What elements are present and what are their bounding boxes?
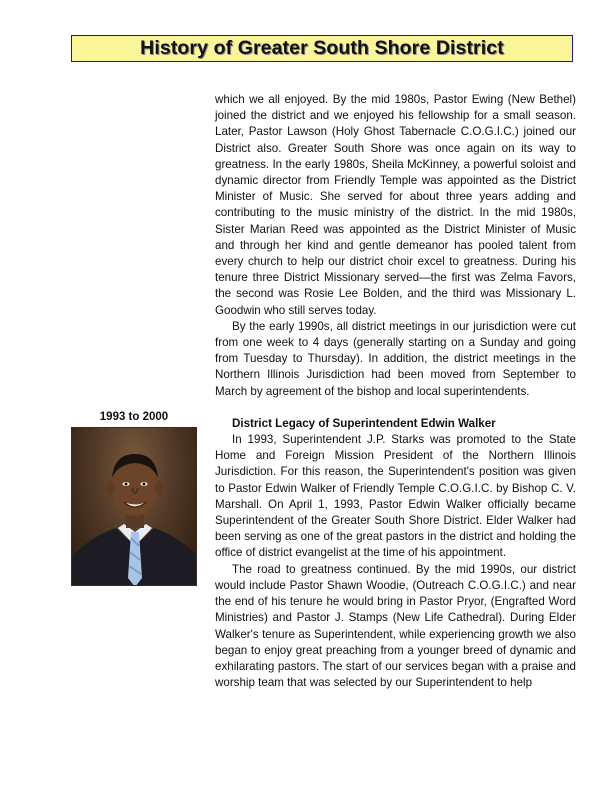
page-title-banner: [71, 35, 573, 62]
superintendent-portrait: [71, 427, 197, 586]
paragraph-3: In 1993, Superintendent J.P. Starks was promoted to the State Home and Foreign Mission President of the Northern Illinois Jurisdiction. For this reason, the Superintendent's position was given to Pastor Edwin Walker of Friendly Temple C.O.G.I.C. by Bishop C. V. Marshall. On April 1, 1993, Pastor Edwin Walker officially became Superintendent of the Greater South Shore District. Elder Walker had been serving as one of the great pastors in the district and holding the office of district evangelist at the time of his appointment.: [215, 433, 576, 560]
page-title: History of Greater South Shore District: [140, 37, 504, 59]
article-body: [215, 92, 576, 691]
paragraph-4: The road to greatness continued. By the mid 1990s, our district would include Pastor Shawn Woodie, (Outreach C.O.G.I.C.) and near the end of his tenure he would bring in Pastor Pryor, (Engrafted Word Ministries) and Pastor J. Stamps (New Life Cathedral). During Elder Walker's tenure as Superintendent, while experiencing growth we also began to enjoy great preaching from a younger breed of dynamic and exhilarating pastors. The start of our services began with a praise and worship team that was selected by our Superintendent to help: [215, 562, 576, 690]
paragraph-1: which we all enjoyed. By the mid 1980s, Pastor Ewing (New Bethel) joined the district and we enjoyed his fellowship for a small season. Later, Pastor Lawson (Holy Ghost Tabernacle C.O.G.I.C.) joined our District also. Greater South Shore was once again on its way to greatness. In the early 1980s, Sheila McKinney, a powerful soloist and dynamic director from Friendly Temple was appointed as the District Minister of Music. She served for about three years adding and contributing to the music ministry of the district. In the mid 1980s, Sister Marian Reed was appointed as the District Minister of Music and through her kind and gentle demeanor has pooled talent from every church to help our district choir excel to greatness. During his tenure three District Missionary served—the first was Zelma Favors, the second was Rosie Lee Bolden, and the third was Missionary L. Goodwin who still serves today.: [215, 93, 576, 317]
photo-caption: 1993 to 2000: [99, 411, 169, 423]
section-heading: District Legacy of Superintendent Edwin Walker: [232, 416, 496, 430]
paragraph-2: By the early 1990s, all district meetings in our jurisdiction were cut from one week to 4 days (generally starting on a Sunday and going from Tuesday to Thursday). In addition, the district meetings in the Northern Illinois Jurisdiction had been moved from September to March by agreement of the bishop and local superintendents.: [215, 319, 576, 398]
portrait-illustration: [72, 428, 197, 586]
